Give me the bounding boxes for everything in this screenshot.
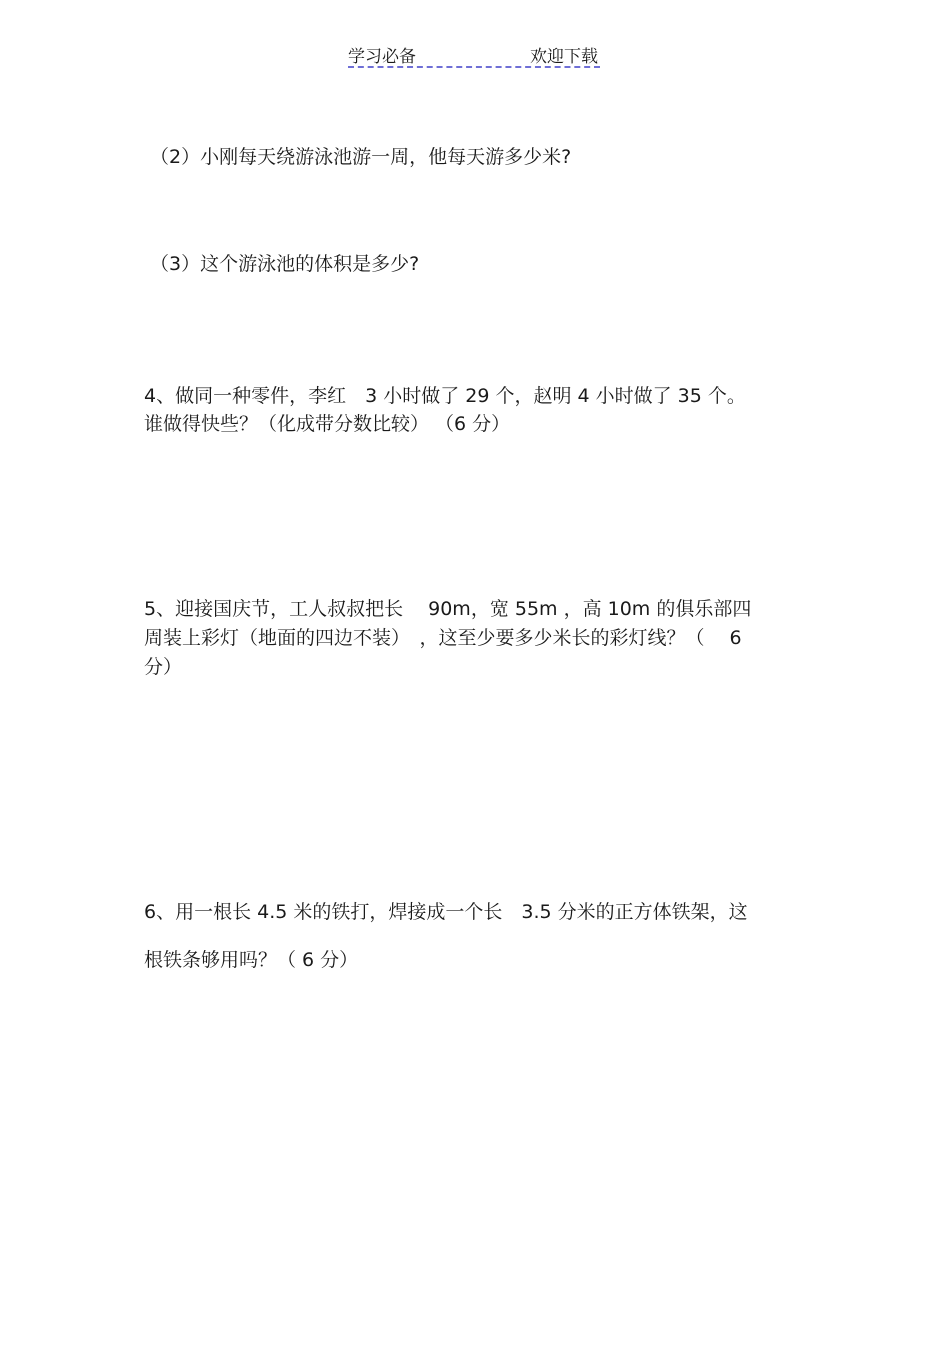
question-5-line-2: 周装上彩灯（地面的四边不装） ，这至少要多少米长的彩灯线？（ 6 bbox=[144, 627, 742, 649]
page-header bbox=[348, 40, 600, 68]
question-5-line-3: 分） bbox=[144, 656, 183, 678]
header-right-text: 欢迎下载 bbox=[530, 47, 598, 67]
question-4-line-2: 谁做得快些？（化成带分数比较） （6 分） bbox=[144, 413, 511, 435]
question-4-line-1: 4、做同一种零件，李红 3 小时做了 29 个，赵明 4 小时做了 35 个。 bbox=[144, 385, 746, 407]
question-6-line-2: 根铁条够用吗？（ 6 分） bbox=[144, 949, 359, 971]
question-5-line-1: 5、迎接国庆节，工人叔叔把长 90m，宽 55m ，高 10m 的俱乐部四 bbox=[144, 598, 752, 620]
question-3-part-2: （2）小刚每天绕游泳池游一周，他每天游多少米? bbox=[150, 146, 572, 168]
question-6-line-1: 6、用一根长 4.5 米的铁打，焊接成一个长 3.5 分米的正方体铁架，这 bbox=[144, 901, 748, 923]
header-left-text: 学习必备 bbox=[348, 47, 416, 67]
question-3-part-3: （3）这个游泳池的体积是多少? bbox=[150, 253, 420, 275]
